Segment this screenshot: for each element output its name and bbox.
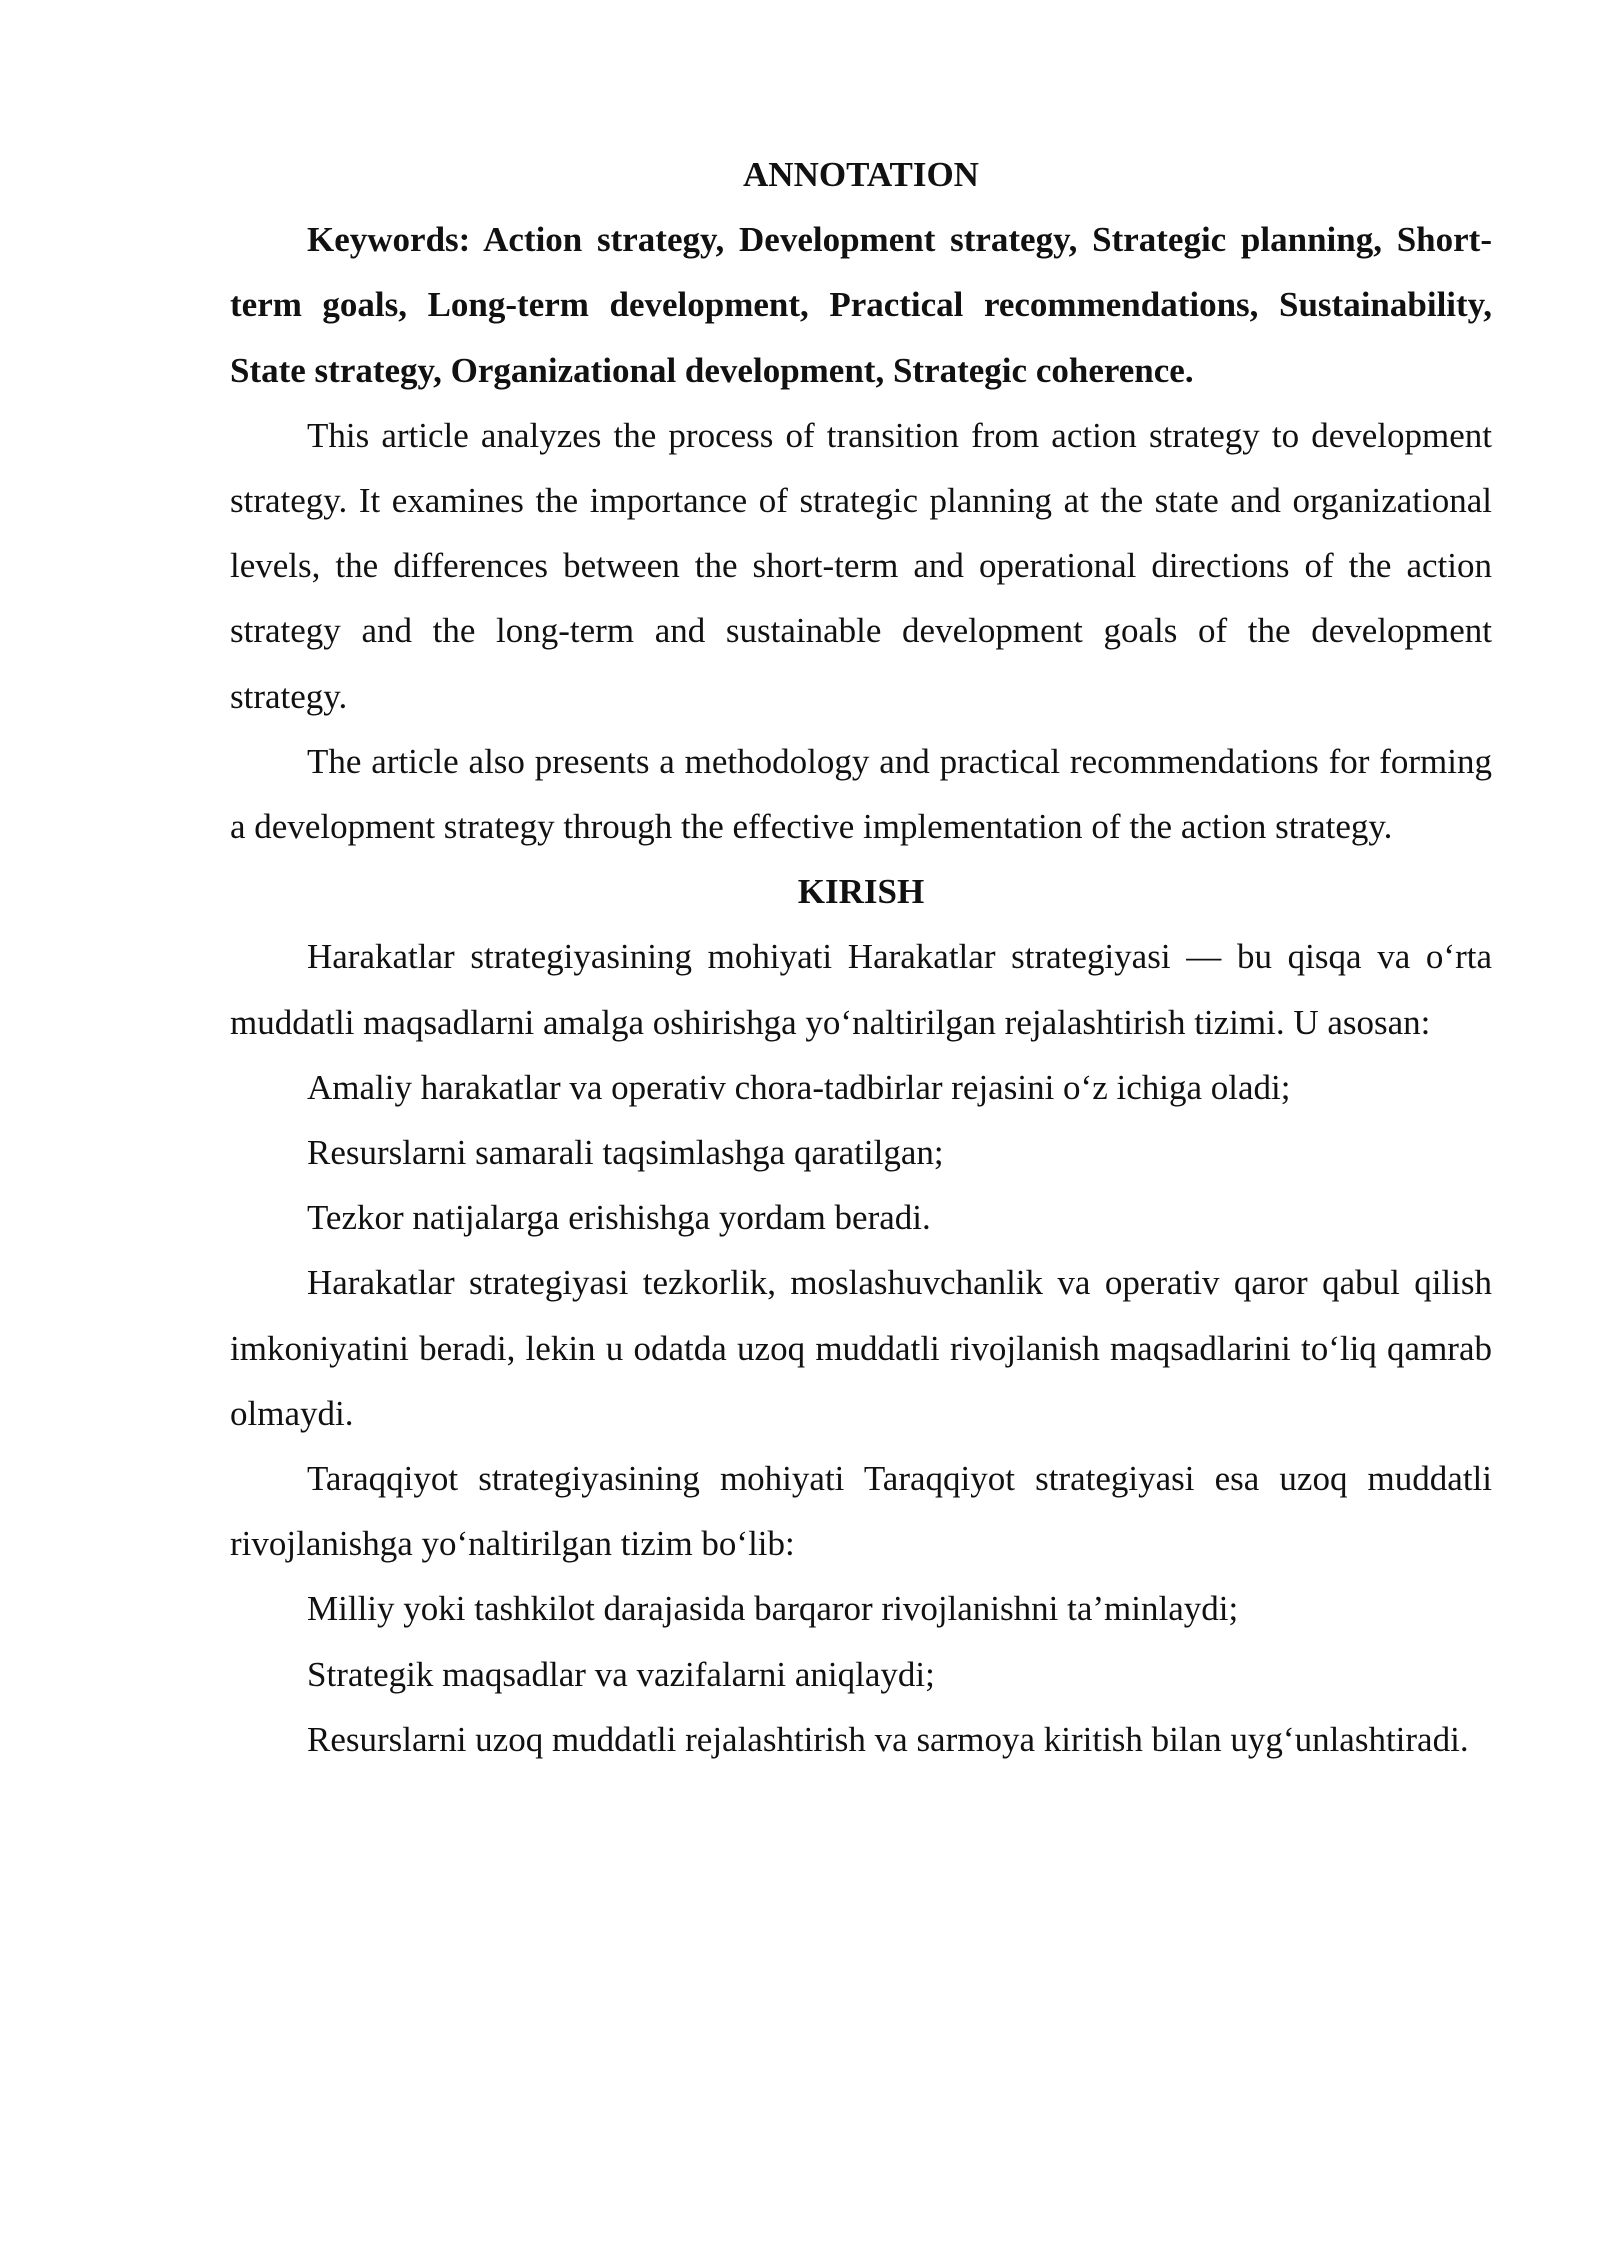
- list-item: Resurslarni uzoq muddatli rejalashtirish va sarmoya kiritish bilan uyg‘unlashtiradi.: [307, 1719, 1469, 1759]
- annotation-paragraph-2: The article also presents a methodology and practical recommendations for forming a development strategy through the effective implementation of the action strategy.: [230, 741, 1492, 847]
- keywords-paragraph: Keywords: Action strategy, Development strategy, Strategic planning, Short-term goals, Long-term development, Practical recommendations, Sustainability, State strategy, Organizational development, Strategic coherence.: [230, 220, 1492, 390]
- list-item: Amaliy harakatlar va operativ chora-tadbirlar rejasini o‘z ichiga oladi;: [307, 1067, 1291, 1107]
- list-item: Tezkor natijalarga erishishga yordam beradi.: [307, 1198, 931, 1238]
- document-page: [230, 142, 1492, 1772]
- list-item: Strategik maqsadlar va vazifalarni aniqlaydi;: [307, 1654, 935, 1694]
- kirish-intro-paragraph: Harakatlar strategiyasining mohiyati Harakatlar strategiyasi — bu qisqa va o‘rta muddatli maqsadlarni amalga oshirishga yo‘naltirilgan rejalashtirish tizimi. U asosan:: [230, 937, 1492, 1042]
- kirish-paragraph-2: Harakatlar strategiyasi tezkorlik, moslashuvchanlik va operativ qaror qabul qilish imkoniyatini beradi, lekin u odatda uzoq muddatli rivojlanish maqsadlarini to‘liq qamrab olmaydi.: [230, 1263, 1492, 1433]
- kirish-heading: KIRISH: [797, 872, 925, 912]
- kirish-paragraph-3: Taraqqiyot strategiyasining mohiyati Taraqqiyot strategiyasi esa uzoq muddatli rivojlanishga yo‘naltirilgan tizim bo‘lib:: [230, 1459, 1492, 1564]
- annotation-paragraph-1: This article analyzes the process of transition from action strategy to development strategy. It examines the importance of strategic planning at the state and organizational levels, the differences between the short-term and operational directions of the action strategy and the long-term and sustainable development goals of the development strategy.: [230, 415, 1492, 716]
- annotation-heading: ANNOTATION: [743, 155, 979, 194]
- list-item: Resurslarni samarali taqsimlashga qaratilgan;: [307, 1133, 944, 1173]
- list-item: Milliy yoki tashkilot darajasida barqaror rivojlanishni ta’minlaydi;: [307, 1589, 1239, 1629]
